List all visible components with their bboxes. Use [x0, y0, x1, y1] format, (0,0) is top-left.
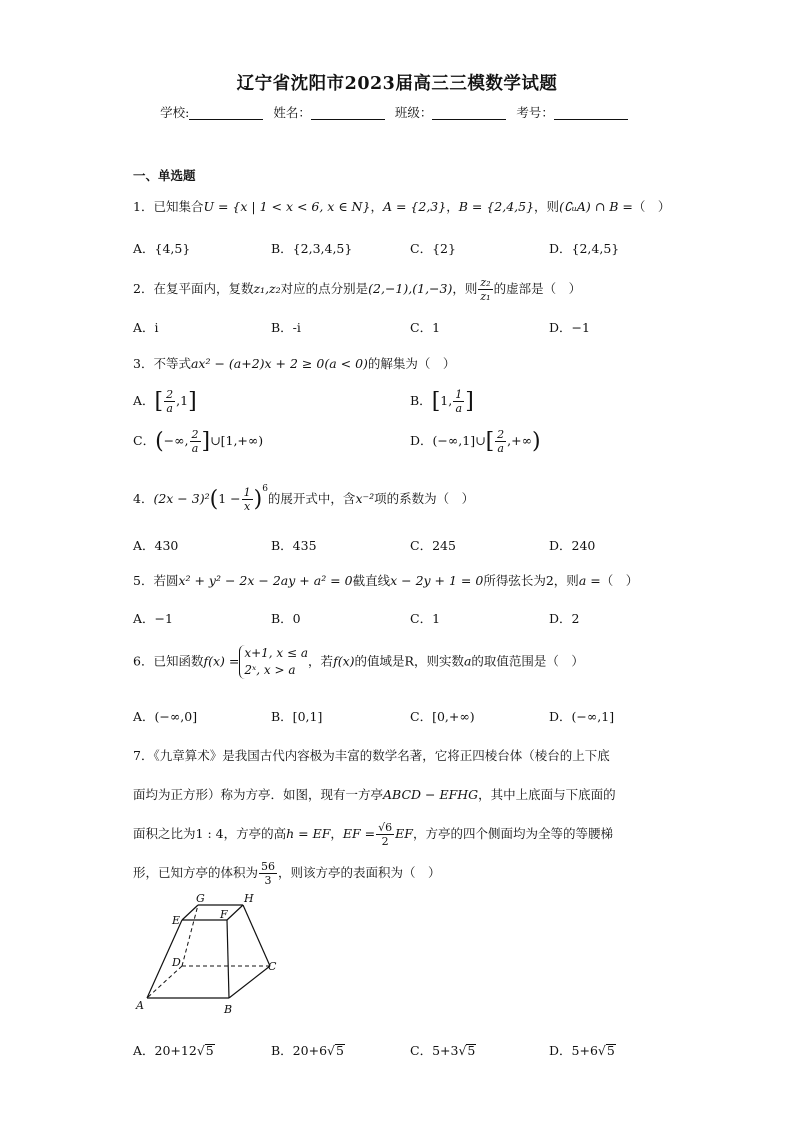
q6-text-c: 的值域是 [354, 653, 405, 669]
q2-frac-num: z₂ [480, 276, 491, 289]
q1-option-b[interactable]: B．{2,3,4,5} [271, 241, 353, 256]
q7-l3-num: √6 [378, 821, 393, 834]
q6-option-a[interactable]: A．(−∞,0] [133, 709, 198, 724]
q4-fraction [242, 486, 253, 513]
q5-circle: x² + y² − 2x − 2ay + a² = 0 [178, 573, 353, 588]
q1-text-a: 1．已知集合 [133, 199, 204, 214]
q3-c-head: −∞, [163, 433, 189, 448]
q2-option-c[interactable]: C．1 [410, 320, 441, 335]
q6-func: f(x) = [203, 653, 240, 669]
label-g: G [196, 892, 205, 905]
q4-frac-num: 1 [243, 486, 251, 499]
question-5-stem [133, 571, 673, 589]
number-blank[interactable] [554, 106, 628, 120]
edge-ch [243, 905, 270, 966]
q6-var: a [463, 653, 472, 669]
q4-term: x⁻² [355, 491, 375, 506]
q2-text-a: 2．在复平面内，复数 [133, 281, 254, 296]
q7-l3-a: 面积之比为 [133, 826, 196, 841]
q6-text-a: 6．已知函数 [133, 653, 204, 669]
q6-text-d: ，则实数 [413, 653, 464, 669]
q5-option-a[interactable]: A．−1 [133, 611, 173, 626]
q6-case-1: x+1, x ≤ a [244, 646, 309, 660]
q7-option-d[interactable]: D．5+6√5 [549, 1043, 615, 1058]
q3-a-tail: ,1 [176, 393, 189, 408]
q2-frac-den: z₁ [480, 290, 491, 303]
q7-l3-f: EF = [342, 826, 376, 841]
q1-option-a[interactable]: A．{4,5} [133, 241, 191, 256]
edge-da [147, 966, 182, 998]
label-a: A [136, 999, 144, 1012]
q4-expr-b: 1 − [218, 491, 241, 506]
q7-l3-fraction [376, 821, 394, 848]
q2-text-c: ，则 [452, 281, 478, 296]
q7-d-rad: 5 [606, 1043, 615, 1058]
q1-sep1: ， [370, 199, 383, 214]
number-label: 考号： [516, 105, 554, 120]
q3-a-num: 2 [166, 388, 174, 401]
q3-b-fraction [453, 388, 464, 415]
q7-l2-a: 面均为正方形）称为方亭．如图，现有一方亭 [133, 787, 384, 802]
q3-b-num: 1 [455, 388, 463, 401]
q6-text-b: ，若 [308, 653, 334, 669]
q5-line: x − 2y + 1 = 0 [390, 573, 484, 588]
q7-option-a[interactable]: A．20+12√5 [133, 1043, 214, 1058]
label-e: E [172, 914, 181, 927]
q7-option-c[interactable]: C．5+3√5 [410, 1043, 476, 1058]
q5-paren: （ ） [600, 573, 639, 588]
q7-d-text: D．5+6 [549, 1043, 598, 1058]
q1-set-b: B = {2,4,5} [458, 199, 535, 214]
q5-text-d: ，则 [553, 573, 579, 588]
q3-option-d[interactable]: D．(−∞,1]∪[ $\frac{2}{a}$ ,+∞) [410, 428, 541, 455]
edge-dg [182, 905, 198, 966]
q6-piecewise [239, 645, 308, 679]
q6-option-b[interactable]: B．[0,1] [271, 709, 323, 724]
q3-option-c[interactable]: C．(−∞, $\frac{2}{a}$ ]∪[1,+∞) [133, 428, 264, 455]
section-heading: 一、单选题 [133, 168, 196, 183]
q1-answer-paren: （ ） [632, 199, 671, 214]
edge-bf [227, 920, 229, 998]
q7-l3-h: ，方亭的四个侧面均为全等的等腰梯 [412, 826, 613, 841]
edge-bc [229, 966, 270, 998]
q6-fx: f(x) [333, 653, 355, 669]
q6-text-e: 的取值范围是（ ） [471, 653, 584, 669]
q4-option-c[interactable]: C．245 [410, 538, 456, 553]
q4-option-a[interactable]: A．430 [133, 538, 179, 553]
q5-option-c[interactable]: C．1 [410, 611, 441, 626]
q3-c-tail: ∪[1,+∞) [210, 433, 264, 448]
q3-c-den: a [191, 442, 199, 455]
question-3-stem [133, 354, 673, 372]
label-d: D [172, 956, 181, 969]
q7-l2-b: ABCD − EFHG [383, 787, 479, 802]
edge-fh [227, 905, 243, 920]
q7-a-text: A．20+12 [133, 1043, 197, 1058]
q7-l3-d: h = EF [286, 826, 331, 841]
q7-l3-e: ， [330, 826, 343, 841]
question-6-stem [133, 645, 673, 679]
q7-l3-den: 2 [381, 835, 389, 848]
frustum-figure [130, 888, 290, 1020]
q2-points: (2,−1),(1,−3) [368, 281, 453, 296]
label-h: H [244, 892, 254, 905]
q3-c-label: C． [133, 433, 156, 448]
q7-l2-c: ，其中上底面与下底面的 [478, 787, 616, 802]
q3-c-num: 2 [191, 428, 199, 441]
q3-a-fraction [164, 388, 175, 415]
q2-vars: z₁,z₂ [253, 281, 281, 296]
q2-fraction [478, 276, 492, 303]
question-7-stem [133, 736, 665, 892]
q1-sep2: ， [446, 199, 459, 214]
q1-option-c[interactable]: C．{2} [410, 241, 456, 256]
school-blank[interactable] [189, 106, 263, 120]
school-label: 学校: [160, 105, 190, 120]
q4-option-b[interactable]: B．435 [271, 538, 317, 553]
q2-option-d[interactable]: D．−1 [549, 320, 590, 335]
q7-line-3 [133, 814, 665, 853]
q3-inequality: ax² − (a+2)x + 2 ≥ 0(a < 0) [190, 356, 368, 371]
q4-option-d[interactable]: D．240 [549, 538, 596, 553]
q3-option-b[interactable]: B．[1, $\frac{1}{a}$ ] [410, 388, 474, 415]
q6-option-d[interactable]: D．(−∞,1] [549, 709, 615, 724]
q3-c-fraction [190, 428, 201, 455]
q7-l3-g: EF [395, 826, 413, 841]
q3-option-a[interactable]: A．[ $\frac{2}{a}$ ,1] [133, 388, 197, 415]
q3-d-label: D． [410, 433, 433, 448]
q7-l4-fraction [259, 860, 277, 887]
label-c: C [268, 960, 277, 973]
q4-text-a: 4． [133, 491, 154, 506]
name-label: 姓名： [273, 105, 311, 120]
q7-line-2 [133, 775, 665, 814]
q3-b-label: B． [410, 393, 432, 408]
q6-case-2: 2ˣ, x > a [244, 663, 296, 677]
question-1-stem [133, 197, 673, 215]
q4-text-b: 的展开式中，含 [267, 491, 356, 506]
edge-ge [182, 905, 198, 920]
q1-expression: (∁ᵤA) ∩ B = [559, 199, 633, 214]
q7-l4-den: 3 [264, 874, 272, 887]
q3-a-label: A． [133, 393, 155, 408]
q2-option-b[interactable]: B．-i [271, 320, 301, 335]
q5-option-d[interactable]: D．2 [549, 611, 580, 626]
q5-text-b: 截直线 [352, 573, 391, 588]
q2-text-d: 的虚部是（ ） [493, 281, 582, 296]
q1-text-b: ，则 [534, 199, 560, 214]
label-b: B [224, 1003, 233, 1016]
q2-text-b: 对应的点分别是 [280, 281, 369, 296]
q7-b-rad: 5 [336, 1043, 344, 1058]
class-blank[interactable] [432, 106, 506, 120]
q3-d-den: a [497, 442, 504, 455]
q4-expr-a: (2x − 3)² [153, 491, 210, 506]
q3-d-head: (−∞,1]∪ [432, 433, 486, 448]
q5-option-b[interactable]: B．0 [271, 611, 301, 626]
page-title: 辽宁省沈阳市2023届高三三模数学试题 [236, 74, 558, 94]
student-info-line [0, 103, 794, 121]
q3-b-head: 1, [440, 393, 453, 408]
question-4-stem: 4．(2x − 3)²(1 − $\frac{1}{x}$ )$^6$的展开式中，含x⁻²项的系数为（ ） [133, 484, 475, 513]
q3-a-den: a [166, 402, 173, 415]
q7-line-4 [133, 853, 665, 892]
q4-text-c: 项的系数为（ ） [374, 491, 475, 506]
q1-set-a: A = {2,3} [382, 199, 447, 214]
q7-l4-a: 形，已知方亭的体积为 [133, 865, 259, 880]
label-f: F [220, 908, 228, 921]
q1-set-u: U = {x | 1 < x < 6, x ∈ N} [203, 199, 371, 214]
q3-d-fraction [495, 428, 506, 455]
q6-option-c[interactable]: C．[0,+∞) [410, 709, 475, 724]
q5-text-a: 5．若圆 [133, 573, 179, 588]
q5-text-c: 所得弦长为 [483, 573, 546, 588]
q7-line-1: 7．《九章算术》是我国古代内容极为丰富的数学名著，它将正四棱台体（棱台的上下底 [133, 748, 610, 763]
q3-b-den: a [455, 402, 462, 415]
q7-b-text: B．20+6 [271, 1043, 328, 1058]
q7-c-text: C．5+3 [410, 1043, 459, 1058]
q7-option-b[interactable]: B．20+6√5 [271, 1043, 344, 1058]
q3-d-num: 2 [497, 428, 505, 441]
q7-l4-num: 56 [261, 860, 276, 873]
q7-l3-b: 1 : 4 [195, 826, 224, 841]
q7-c-rad: 5 [467, 1043, 476, 1058]
q3-text-b: 的解集为（ ） [367, 356, 456, 371]
q5-var: a = [578, 573, 601, 588]
q7-l4-b: ，则该方亭的表面积为（ ） [278, 865, 441, 880]
q3-text-a: 3．不等式 [133, 356, 191, 371]
q7-a-rad: 5 [205, 1043, 214, 1058]
class-label: 班级： [394, 105, 433, 120]
q4-exponent: 6 [262, 484, 268, 494]
q3-d-tail: ,+∞ [507, 433, 533, 448]
q5-length: 2 [545, 573, 554, 588]
name-blank[interactable] [311, 106, 385, 120]
question-2-stem [133, 276, 673, 303]
q7-l3-c: ，方亭的高 [223, 826, 287, 841]
q4-frac-den: x [243, 500, 251, 513]
q2-option-a[interactable]: A．i [133, 320, 159, 335]
q1-option-d[interactable]: D．{2,4,5} [549, 241, 620, 256]
q6-range: R [404, 653, 414, 669]
